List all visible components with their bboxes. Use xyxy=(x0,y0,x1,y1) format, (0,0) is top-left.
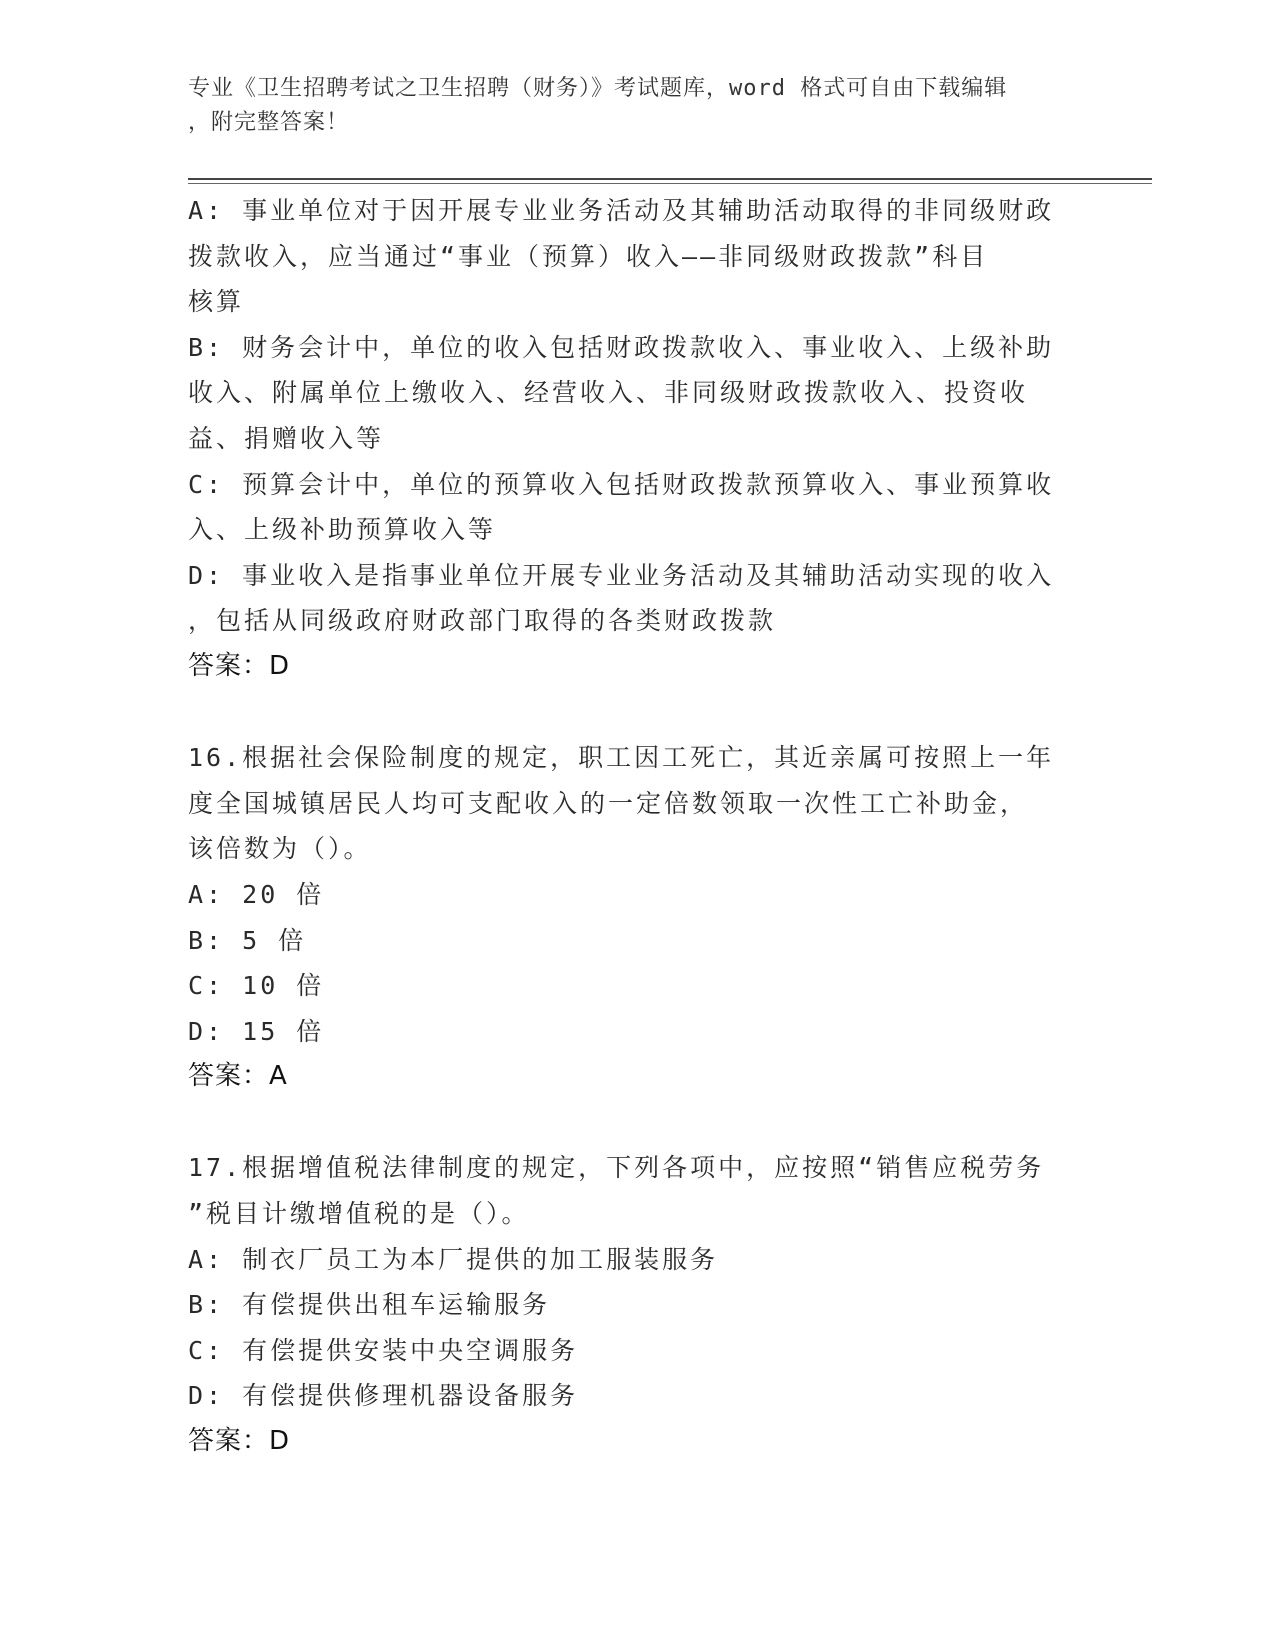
spacer xyxy=(188,1100,1088,1146)
option-c: C: 有偿提供安装中央空调服务 xyxy=(188,1335,579,1365)
option-c xyxy=(188,462,1088,553)
option-a: A: 制衣厂员工为本厂提供的加工服装服务 xyxy=(188,1244,719,1274)
answer-line: 答案：A xyxy=(188,1061,288,1092)
question-content xyxy=(188,188,1088,1465)
option-d: D: 有偿提供修理机器设备服务 xyxy=(188,1381,579,1411)
option-line: 拨款收入，应当通过“事业（预算）收入——非同级财政拨款”科目 xyxy=(188,241,989,271)
question-16 xyxy=(188,735,1088,1100)
answer-line: 答案：D xyxy=(188,1426,291,1457)
option-line: 入、上级补助预算收入等 xyxy=(188,515,497,545)
question-stem-line: 度全国城镇居民人均可支配收入的一定倍数领取一次性工亡补助金， xyxy=(188,788,1029,818)
header-line-2: ，附完整答案！ xyxy=(188,110,350,135)
option-b xyxy=(188,325,1088,462)
option-c: C: 10 倍 xyxy=(188,971,325,1001)
option-line: A: 事业单位对于因开展专业业务活动及其辅助活动取得的非同级财政 xyxy=(188,196,1055,225)
answer-line: 答案：D xyxy=(188,650,291,681)
document-header xyxy=(188,72,1068,140)
option-d: D: 15 倍 xyxy=(188,1016,325,1046)
question-15 xyxy=(188,188,1088,690)
option-line: B: 财务会计中，单位的收入包括财政拨款收入、事业收入、上级补助 xyxy=(188,332,1055,362)
option-line: 益、捐赠收入等 xyxy=(188,423,385,453)
question-stem-line: 16.根据社会保险制度的规定，职工因工死亡，其近亲属可按照上一年 xyxy=(188,743,1055,773)
option-line: C: 预算会计中，单位的预算收入包括财政拨款预算收入、事业预算收 xyxy=(188,469,1055,499)
option-b: B: 5 倍 xyxy=(188,925,307,955)
header-divider-thick xyxy=(188,178,1152,180)
option-line: D: 事业收入是指事业单位开展专业业务活动及其辅助活动实现的收入 xyxy=(188,560,1055,590)
option-d xyxy=(188,553,1088,644)
question-stem-line: ”税目计缴增值税的是（）。 xyxy=(188,1199,530,1229)
option-a: A: 20 倍 xyxy=(188,879,325,909)
header-line-1: 专业《卫生招聘考试之卫生招聘（财务）》考试题库，word 格式可自由下载编辑 xyxy=(188,76,1008,101)
question-stem-line: 17.根据增值税法律制度的规定，下列各项中，应按照“销售应税劳务 xyxy=(188,1153,1045,1183)
option-a xyxy=(188,188,1088,325)
option-line: 收入、附属单位上缴收入、经营收入、非同级财政拨款收入、投资收 xyxy=(188,378,1029,408)
question-17 xyxy=(188,1145,1088,1464)
option-line: ，包括从同级政府财政部门取得的各类财政拨款 xyxy=(188,606,777,636)
spacer xyxy=(188,690,1088,736)
question-stem-line: 该倍数为（）。 xyxy=(188,834,372,864)
option-line: 核算 xyxy=(188,287,245,317)
header-divider-thin xyxy=(188,183,1152,184)
option-b: B: 有偿提供出租车运输服务 xyxy=(188,1290,551,1320)
